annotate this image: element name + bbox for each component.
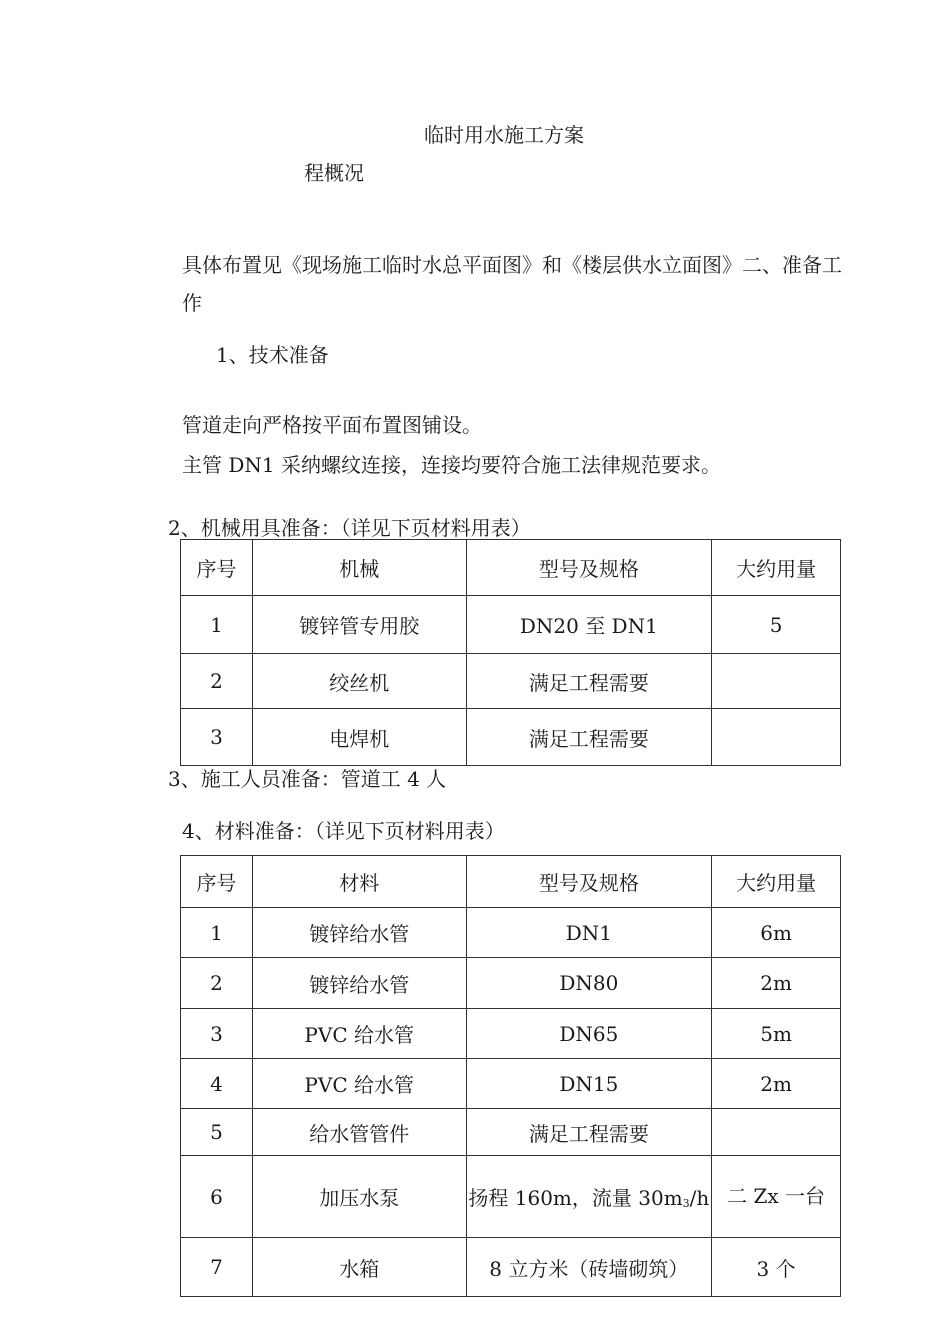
- table-cell: 1: [181, 908, 253, 958]
- header-cell: 材料: [252, 856, 466, 908]
- table-cell: 2: [181, 958, 253, 1009]
- table-cell: 水箱: [252, 1238, 466, 1297]
- table-cell: 2m: [712, 958, 841, 1009]
- material-prep-heading: 4、材料准备：（详见下页材料用表）: [182, 819, 505, 843]
- machine-prep-heading: 2、机械用具准备：（详见下页材料用表）: [168, 516, 531, 540]
- table-row: [181, 908, 841, 958]
- table-cell: 7: [181, 1238, 253, 1297]
- header-cell: 型号及规格: [466, 540, 712, 596]
- table-row: [181, 958, 841, 1009]
- table-cell: [466, 1156, 712, 1238]
- table-cell: [712, 709, 841, 766]
- cubic-subscript: 3: [682, 1197, 690, 1210]
- table-cell: 满足工程需要: [466, 654, 712, 709]
- header-cell: 大约用量: [712, 856, 841, 908]
- table-cell: 3: [181, 1009, 253, 1059]
- table-cell: 5: [712, 596, 841, 654]
- table-cell: 加压水泵: [252, 1156, 466, 1238]
- section-heading-overview: 程概况: [304, 161, 364, 185]
- table-cell: PVC 给水管: [252, 1009, 466, 1059]
- layout-paragraph-line1: 具体布置见《现场施工临时水总平面图》和《楼层供水立面图》二、准备工: [182, 253, 842, 277]
- table-cell: 镀锌给水管: [252, 908, 466, 958]
- table-cell: DN20 至 DN1: [466, 596, 712, 654]
- machine-table: [180, 539, 841, 766]
- table-cell: 3 个: [712, 1238, 841, 1297]
- pump-spec-text: 扬程 160m，流量 30m: [468, 1186, 683, 1210]
- table-cell: 满足工程需要: [466, 1109, 712, 1156]
- header-cell: 大约用量: [712, 540, 841, 596]
- table-cell: PVC 给水管: [252, 1059, 466, 1109]
- table-cell: 4: [181, 1059, 253, 1109]
- table-cell: DN65: [466, 1009, 712, 1059]
- pump-spec-unit: /h: [689, 1186, 710, 1210]
- table-row: [181, 596, 841, 654]
- table-cell: 绞丝机: [252, 654, 466, 709]
- table-cell: [712, 654, 841, 709]
- table-header-row: [181, 856, 841, 908]
- header-cell: 序号: [181, 856, 253, 908]
- table-row: [181, 709, 841, 766]
- table-cell: 5m: [712, 1009, 841, 1059]
- table-cell: 镀锌管专用胶: [252, 596, 466, 654]
- table-cell: 镀锌给水管: [252, 958, 466, 1009]
- table-cell: DN1: [466, 908, 712, 958]
- staff-prep-heading: 3、施工人员准备：管道工 4 人: [168, 767, 447, 791]
- table-cell: 2m: [712, 1059, 841, 1109]
- table-cell: DN15: [466, 1059, 712, 1109]
- table-header-row: [181, 540, 841, 596]
- layout-paragraph-line2: 作: [182, 291, 202, 315]
- table-cell: [712, 1109, 841, 1156]
- table-cell: DN80: [466, 958, 712, 1009]
- tech-prep-line1: 管道走向严格按平面布置图铺设。: [182, 413, 482, 437]
- table-cell: 2: [181, 654, 253, 709]
- table-row: [181, 1156, 841, 1238]
- tech-prep-line2: 主管 DN1 采纳螺纹连接，连接均要符合施工法律规范要求。: [182, 453, 721, 477]
- table-row: [181, 1238, 841, 1297]
- table-cell: 6: [181, 1156, 253, 1238]
- table-cell: 1: [181, 596, 253, 654]
- table-cell: 5: [181, 1109, 253, 1156]
- table-cell: 电焊机: [252, 709, 466, 766]
- material-table: [180, 855, 841, 1297]
- header-cell: 机械: [252, 540, 466, 596]
- table-cell: 给水管管件: [252, 1109, 466, 1156]
- table-cell: 二 Zx 一台: [712, 1156, 841, 1238]
- table-cell: 3: [181, 709, 253, 766]
- tech-prep-heading: 1、技术准备: [216, 343, 329, 367]
- header-cell: 序号: [181, 540, 253, 596]
- table-cell: 8 立方米（砖墙砌筑）: [466, 1238, 712, 1297]
- table-cell: 6m: [712, 908, 841, 958]
- header-cell: 型号及规格: [466, 856, 712, 908]
- table-row: [181, 1009, 841, 1059]
- table-cell: 满足工程需要: [466, 709, 712, 766]
- table-row: [181, 654, 841, 709]
- table-row: [181, 1059, 841, 1109]
- table-row: [181, 1109, 841, 1156]
- document-title: 临时用水施工方案: [424, 123, 584, 147]
